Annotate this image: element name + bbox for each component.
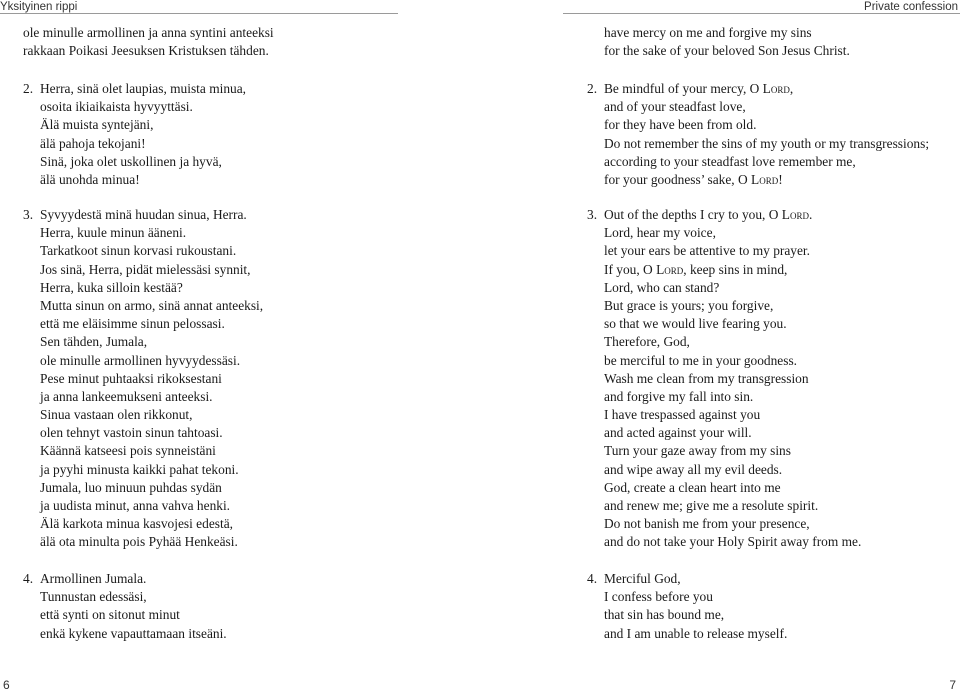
stanza-number: 4.: [587, 571, 598, 586]
text-line: Herra, kuule minun ääneni.: [40, 225, 187, 241]
text-line: rakkaan Poikasi Jeesuksen Kristuksen tähden.: [23, 43, 269, 59]
text-line: 3. Syvyydestä minä huudan sinua, Herra.: [23, 206, 323, 224]
right-stanza-2: [587, 80, 947, 189]
text-line: ole minulle armollinen hyvyydessäsi.: [40, 352, 241, 368]
header-rule-left: [0, 13, 398, 14]
text-line: Tarkatkoot sinun korvasi rukoustani.: [40, 243, 237, 259]
text-line: että synti on sitonut minut: [40, 607, 180, 623]
text-line: 2. Be mindful of your mercy, O Lord,: [587, 80, 947, 98]
right-stanza-4: [587, 570, 947, 643]
text-line: for the sake of your beloved Son Jesus Christ.: [604, 43, 850, 59]
text-line: Sinua vastaan olen rikkonut,: [40, 407, 193, 423]
left-stanza-4: [23, 570, 323, 643]
left-stanza-2: [23, 80, 323, 189]
stanza-number: 4.: [23, 571, 34, 586]
text-line: enkä kykene vapauttamaan itseäni.: [40, 625, 227, 641]
text-line: Sen tähden, Jumala,: [40, 334, 148, 350]
text-line: 2. Herra, sinä olet laupias, muista minua,: [23, 80, 323, 98]
text-line: for your goodness’ sake, O Lord!: [604, 171, 783, 187]
text-line: osoita ikiaikaista hyvyyttäsi.: [40, 99, 193, 115]
stanza-number: 3.: [23, 207, 34, 222]
text-line: 4. Merciful God,: [587, 570, 947, 588]
text-line: have mercy on me and forgive my sins: [604, 25, 812, 40]
text-line: olen tehnyt vastoin sinun tahtoasi.: [40, 425, 223, 441]
text-line: I have trespassed against you: [604, 407, 761, 423]
text-line: Jos sinä, Herra, pidät mielessäsi synnit,: [40, 261, 251, 277]
text-line: I confess before you: [604, 589, 713, 605]
text-line: ole minulle armollinen ja anna syntini anteeksi: [23, 25, 274, 40]
text-line: Käännä katseesi pois synneistäni: [40, 443, 216, 459]
text-line: älä unohda minua!: [40, 171, 140, 187]
text-line: let your ears be attentive to my prayer.: [604, 243, 810, 259]
text-line: Sinä, joka olet uskollinen ja hyvä,: [40, 153, 222, 169]
text-line: Wash me clean from my transgression: [604, 370, 809, 386]
text-line: Mutta sinun on armo, sinä annat anteeksi,: [40, 297, 264, 313]
text-line: and do not take your Holy Spirit away from me.: [604, 534, 862, 550]
text-line: If you, O Lord, keep sins in mind,: [604, 261, 788, 277]
text-line: älä ota minulta pois Pyhää Henkeäsi.: [40, 534, 238, 550]
text-line: älä pahoja tekojani!: [40, 135, 146, 151]
right-intro: [587, 24, 947, 60]
text-line: that sin has bound me,: [604, 607, 725, 623]
text-line: and of your steadfast love,: [604, 99, 746, 115]
page-number-right: 7: [949, 678, 956, 692]
text-line: But grace is yours; you forgive,: [604, 297, 774, 313]
left-intro: [23, 24, 323, 60]
text-line: Älä karkota minua kasvojesi edestä,: [40, 516, 233, 532]
text-line: and renew me; give me a resolute spirit.: [604, 498, 819, 513]
text-line: ja pyyhi minusta kaikki pahat tekoni.: [40, 461, 239, 477]
text-line: Turn your gaze away from my sins: [604, 443, 791, 459]
text-line: so that we would live fearing you.: [604, 316, 787, 332]
running-header-right: Private confession: [864, 1, 958, 13]
text-line: God, create a clean heart into me: [604, 479, 781, 495]
text-line: be merciful to me in your goodness.: [604, 352, 798, 368]
text-line: according to your steadfast love remember me,: [604, 153, 856, 169]
stanza-number: 3.: [587, 207, 598, 222]
page-number-left: 6: [3, 678, 10, 692]
text-line: Herra, kuka silloin kestää?: [40, 279, 183, 295]
text-line: and I am unable to release myself.: [604, 625, 788, 641]
text-line: 3. Out of the depths I cry to you, O Lord.: [587, 206, 947, 224]
text-line: Tunnustan edessäsi,: [40, 589, 147, 605]
text-line: ja anna lankeemukseni anteeksi.: [40, 388, 213, 404]
text-line: and acted against your will.: [604, 425, 752, 441]
text-line: Pese minut puhtaaksi rikoksestani: [40, 370, 222, 386]
text-line: että me eläisimme sinun pelossasi.: [40, 316, 225, 332]
stanza-number: 2.: [23, 81, 34, 96]
text-line: Do not remember the sins of my youth or my transgressions;: [604, 135, 930, 151]
text-line: Lord, who can stand?: [604, 279, 720, 295]
stanza-number: 2.: [587, 81, 598, 96]
left-stanza-3: [23, 206, 323, 552]
text-line: and wipe away all my evil deeds.: [604, 461, 783, 477]
text-line: Therefore, God,: [604, 334, 690, 350]
text-line: for they have been from old.: [604, 117, 757, 133]
text-line: Älä muista syntejäni,: [40, 117, 154, 133]
text-line: ja uudista minut, anna vahva henki.: [40, 498, 231, 513]
right-stanza-3: [587, 206, 947, 552]
text-line: Do not banish me from your presence,: [604, 516, 810, 532]
text-line: Lord, hear my voice,: [604, 225, 716, 241]
text-line: Jumala, luo minuun puhdas sydän: [40, 479, 222, 495]
text-line: 4. Armollinen Jumala.: [23, 570, 323, 588]
running-header-left: Yksityinen rippi: [0, 1, 78, 13]
text-line: and forgive my fall into sin.: [604, 388, 754, 404]
